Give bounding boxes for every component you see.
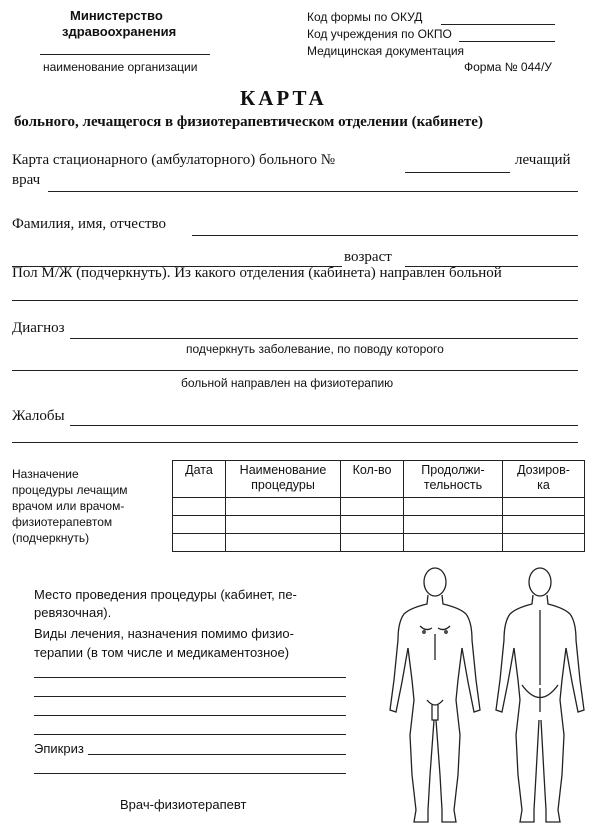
table-row — [173, 534, 585, 552]
table-cell[interactable] — [173, 516, 226, 534]
table-cell[interactable] — [503, 516, 585, 534]
med-doc-label: Медицинская документация — [307, 44, 465, 58]
fio-label: Фамилия, имя, отчество — [12, 216, 166, 232]
card-number-field[interactable] — [405, 172, 510, 173]
treating-label: лечащий — [515, 152, 571, 168]
okud-field[interactable] — [441, 24, 555, 25]
complaints-field[interactable] — [70, 425, 578, 426]
doctor-field[interactable] — [48, 191, 578, 192]
table-cell[interactable] — [341, 534, 404, 552]
ministry-line1: Министерство — [70, 8, 163, 23]
table-cell[interactable] — [503, 498, 585, 516]
place-line2: ревязочная). — [34, 605, 112, 620]
treatment-field-2[interactable] — [34, 696, 346, 697]
fio-field[interactable] — [192, 235, 578, 236]
okpo-field[interactable] — [459, 41, 555, 42]
table-row — [173, 516, 585, 534]
table-cell[interactable] — [404, 516, 503, 534]
types-line1: Виды лечения, назначения помимо физио- — [34, 626, 294, 641]
table-cell[interactable] — [404, 534, 503, 552]
col-date: Дата — [173, 461, 226, 498]
org-caption: наименование организации — [43, 60, 198, 74]
assignment-line: процедуры лечащим — [12, 483, 128, 497]
col-procedure: Наименование процедуры — [226, 461, 341, 498]
table-cell[interactable] — [226, 534, 341, 552]
treatment-field-1[interactable] — [34, 677, 346, 678]
diagnosis-note1: подчеркнуть заболевание, по поводу которого — [186, 342, 444, 356]
page-subtitle: больного, лечащегося в физиотерапевтическом отделении (кабинете) — [14, 114, 483, 130]
col-dosage: Дозиров- ка — [503, 461, 585, 498]
diagnosis-note2: больной направлен на физиотерапию — [181, 376, 394, 390]
table-cell[interactable] — [341, 498, 404, 516]
place-line1: Место проведения процедуры (кабинет, пе- — [34, 587, 297, 602]
epicrisis-field[interactable] — [88, 754, 346, 755]
form-number: Форма № 044/У — [464, 60, 552, 74]
doctor-label: врач — [12, 172, 41, 188]
physiotherapist-label: Врач-физиотерапевт — [120, 797, 247, 812]
okpo-label: Код учреждения по ОКПО — [307, 27, 452, 41]
dept-field[interactable] — [12, 300, 578, 301]
diagnosis-field-2[interactable] — [12, 370, 578, 371]
body-front-icon — [380, 560, 490, 832]
procedure-table — [172, 460, 585, 552]
epicrisis-label: Эпикриз — [34, 741, 84, 756]
org-name-line[interactable] — [40, 54, 210, 55]
treatment-field-4[interactable] — [34, 734, 346, 735]
col-qty: Кол-во — [341, 461, 404, 498]
diagnosis-field[interactable] — [70, 338, 578, 339]
card-label: Карта стационарного (амбулаторного) больного № — [12, 152, 336, 168]
complaints-field-2[interactable] — [12, 442, 578, 443]
col-duration: Продолжи- тельность — [404, 461, 503, 498]
assignment-line: врачом или врачом- — [12, 499, 125, 513]
assignment-line: Назначение — [12, 467, 79, 481]
diagnosis-label: Диагноз — [12, 320, 65, 336]
table-cell[interactable] — [404, 498, 503, 516]
table-cell[interactable] — [341, 516, 404, 534]
ministry-line2: здравоохранения — [62, 24, 177, 39]
sex-dept-label: Пол М/Ж (подчеркнуть). Из какого отделения (кабинета) направлен больной — [12, 265, 502, 281]
types-line2: терапии (в том числе и медикаментозное) — [34, 645, 290, 660]
table-row — [173, 498, 585, 516]
treatment-field-3[interactable] — [34, 715, 346, 716]
table-cell[interactable] — [173, 534, 226, 552]
assignment-line: физиотерапевтом — [12, 515, 113, 529]
table-cell[interactable] — [226, 516, 341, 534]
assignment-line: (подчеркнуть) — [12, 531, 90, 545]
table-cell[interactable] — [173, 498, 226, 516]
complaints-label: Жалобы — [12, 408, 65, 424]
table-cell[interactable] — [503, 534, 585, 552]
age-label: возраст — [344, 249, 392, 265]
page-title: КАРТА — [240, 86, 327, 110]
epicrisis-field-2[interactable] — [34, 773, 346, 774]
body-back-icon — [488, 560, 592, 832]
okud-label: Код формы по ОКУД — [307, 10, 423, 24]
table-cell[interactable] — [226, 498, 341, 516]
assignment-label — [12, 466, 128, 546]
